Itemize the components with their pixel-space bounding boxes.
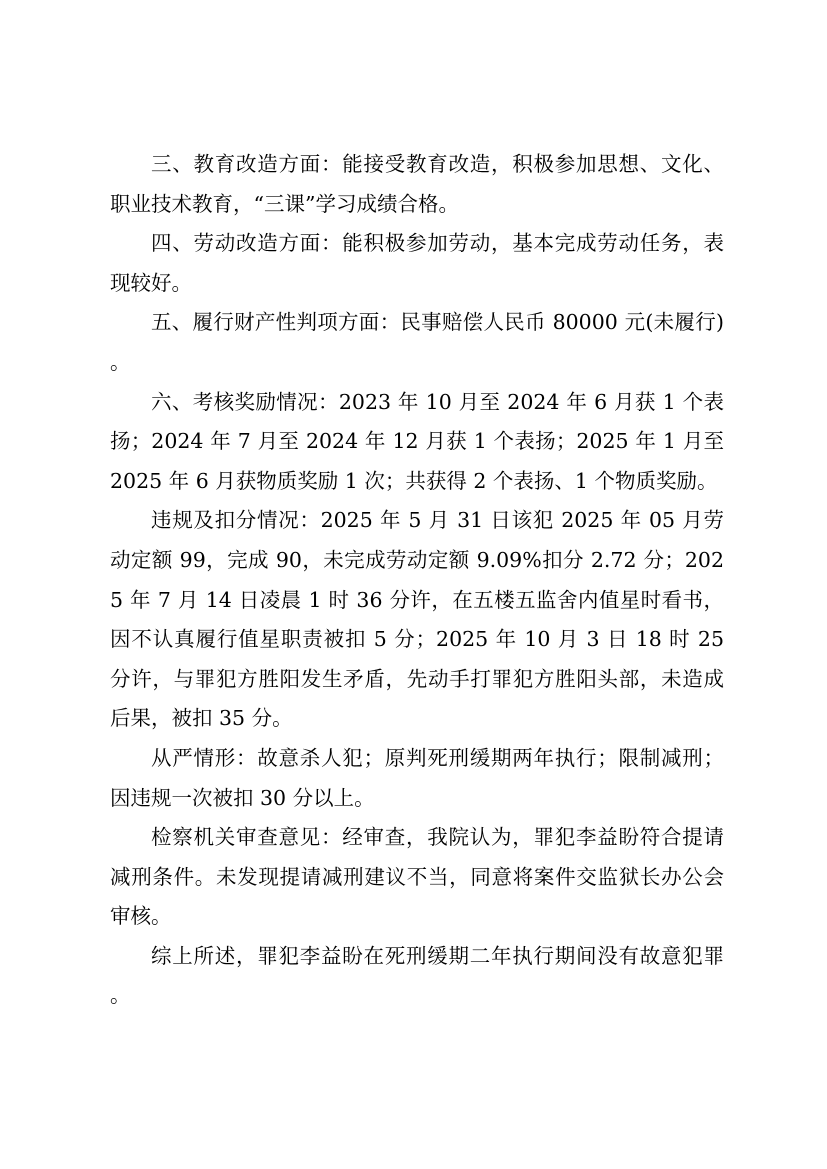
paragraph-procuratorate-opinion: 检察机关审查意见：经审查，我院认为，罪犯李益盼符合提请减刑条件。未发现提请减刑建议不当，同意将案件交监狱长办公会审核。 bbox=[110, 825, 724, 929]
paragraph-strict-circumstances: 从严情形：故意杀人犯；原判死刑缓期两年执行；限制减刑；因违规一次被扣 30 分以上。 bbox=[110, 745, 724, 810]
paragraph-violations-deductions: 违规及扣分情况：2025 年 5 月 31 日该犯 2025 年 05 月劳动定额 99，完成 90，未完成劳动定额 9.09%扣分 2.72 分；2025 年 7 月 14 日凌晨 1 时 36 分许，在五楼五监舍内值星时看书，因不认真履行值星职责被扣 5 分；2025 年 10 月 3 日 18 时 25 分许，与罪犯方胜阳发生矛盾，先动手打罪犯方胜阳头部，未造成后果，被扣 35 分。 bbox=[110, 508, 724, 731]
paragraph-conclusion: 综上所述，罪犯李益盼在死刑缓期二年执行期间没有故意犯罪。 bbox=[110, 943, 724, 1008]
paragraph-assessment-rewards: 六、考核奖励情况：2023 年 10 月至 2024 年 6 月获 1 个表扬；2024 年 7 月至 2024 年 12 月获 1 个表扬；2025 年 1 月至 2025 年 6 月获物质奖励 1 次；共获得 2 个表扬、1 个物质奖励。 bbox=[110, 389, 724, 493]
paragraph-education-reform: 三、教育改造方面：能接受教育改造，积极参加思想、文化、职业技术教育，“三课”学习成绩合格。 bbox=[110, 152, 724, 216]
paragraph-labor-reform: 四、劳动改造方面：能积极参加劳动，基本完成劳动任务，表现较好。 bbox=[110, 231, 724, 295]
document-body bbox=[110, 145, 724, 1016]
paragraph-property-judgment: 五、履行财产性判项方面：民事赔偿人民币 80000 元(未履行)。 bbox=[110, 310, 724, 374]
